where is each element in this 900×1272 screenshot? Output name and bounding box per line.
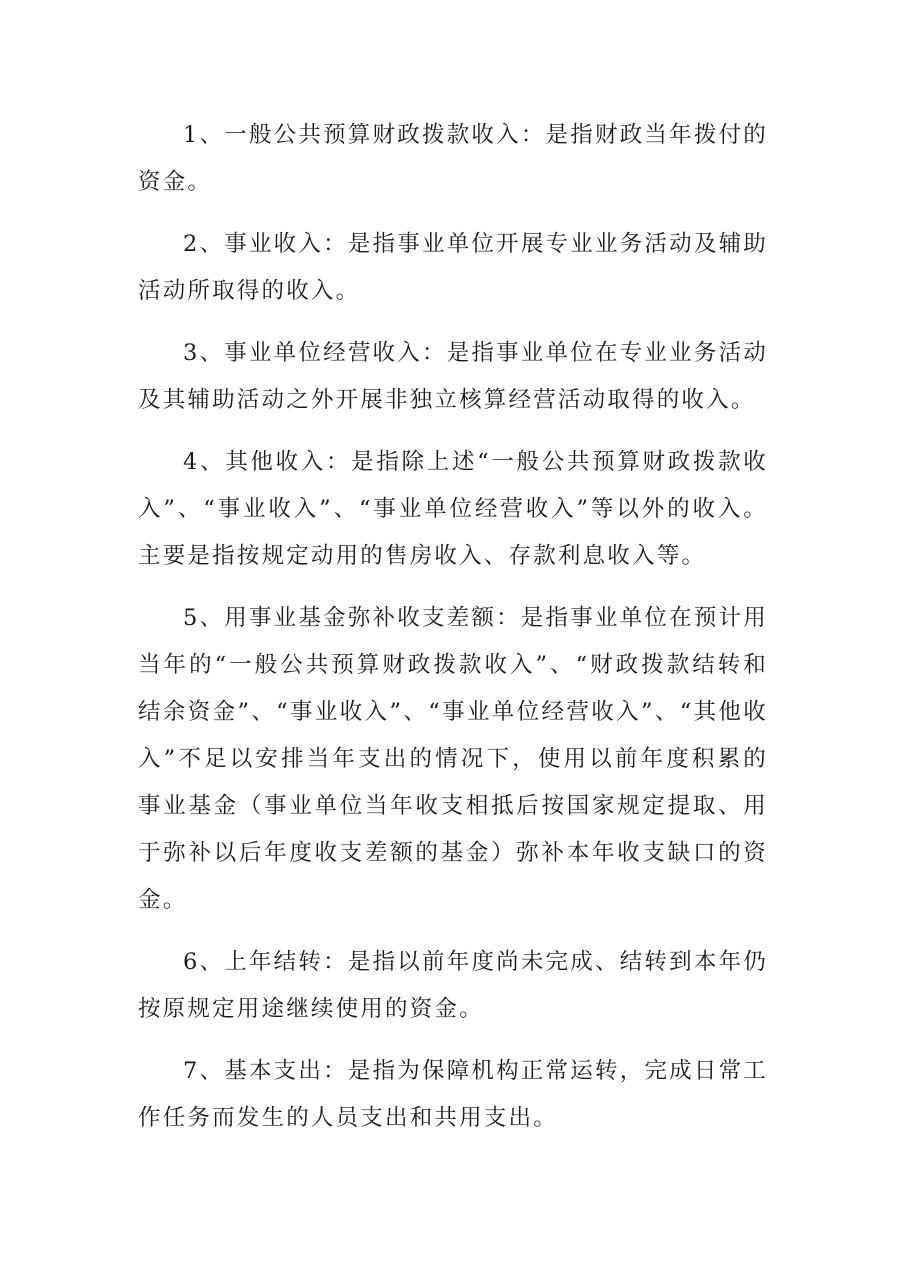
paragraph-3: 3、事业单位经营收入：是指事业单位在专业业务活动及其辅助活动之外开展非独立核算经营活动取得的收入。 xyxy=(138,340,768,413)
paragraph-1: 1、一般公共预算财政拨款收入：是指财政当年拨付的资金。 xyxy=(138,122,768,195)
paragraph-6: 6、上年结转：是指以前年度尚未完成、结转到本年仍按原规定用途继续使用的资金。 xyxy=(138,949,768,1022)
paragraph-4: 4、其他收入：是指除上述“一般公共预算财政拨款收入”、“事业收入”、“事业单位经营收入”等以外的收入。主要是指按规定动用的售房收入、存款利息收入等。 xyxy=(138,449,768,569)
document-page xyxy=(138,112,768,1157)
paragraph-2: 2、事业收入：是指事业单位开展专业业务活动及辅助活动所取得的收入。 xyxy=(138,231,768,304)
paragraph-7: 7、基本支出：是指为保障机构正常运转，完成日常工作任务而发生的人员支出和共用支出。 xyxy=(138,1058,768,1131)
paragraph-5: 5、用事业基金弥补收支差额：是指事业单位在预计用当年的“一般公共预算财政拨款收入”、“财政拨款结转和结余资金”、“事业收入”、“事业单位经营收入”、“其他收入”不足以安排当年支出的情况下，使用以前年度积累的事业基金（事业单位当年收支相抵后按国家规定提取、用于弥补以后年度收支差额的基金）弥补本年收支缺口的资金。 xyxy=(138,605,768,913)
